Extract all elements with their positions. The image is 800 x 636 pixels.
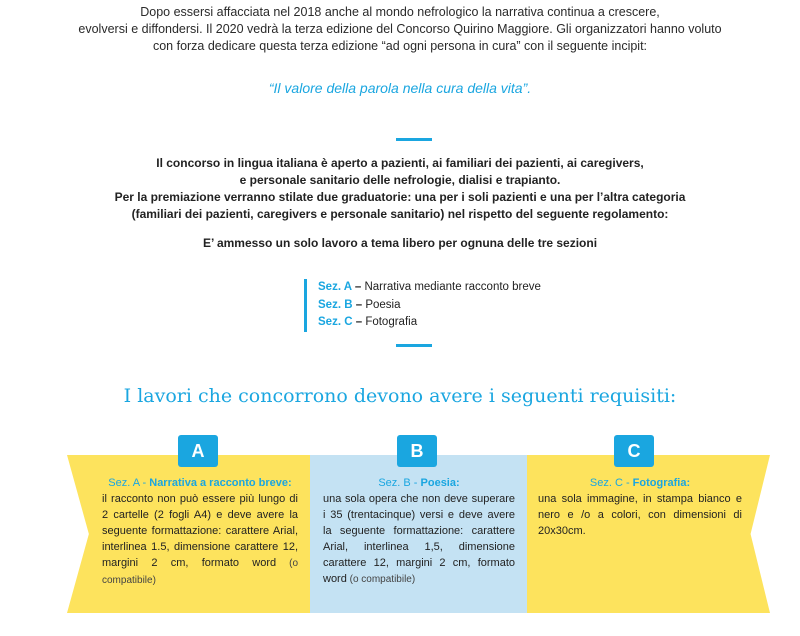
card-note: (o compatibile)	[102, 558, 299, 586]
section-dash: –	[352, 316, 366, 328]
card-prefix: Sez. A -	[108, 477, 150, 489]
rules-line: Il concorso in lingua italiana è aperto a pazienti, ai familiari dei pazienti, ai caregivers,	[156, 156, 644, 170]
rules-line: (familiari dei pazienti, caregivers e personale sanitario) nel rispetto del seguente regolamento:	[131, 207, 669, 221]
section-item	[318, 314, 541, 332]
card-text: una sola opera che non deve superare i 35 (trentacinque) versi e deve avere la seguente formattazione: carattere Arial, interlinea 1,5, dimensione carattere 12, margini 2 cm, formato word	[323, 493, 515, 585]
section-item	[318, 297, 541, 315]
requirements-title: I lavori che concorrono devono avere i seguenti requisiti:	[123, 385, 677, 407]
card-heading	[538, 475, 742, 491]
card-text: una sola immagine, in stampa bianco e nero e /o a colori, con dimensioni di 20x30cm.	[538, 493, 742, 537]
rules-line: e personale sanitario delle nefrologie, dialisi e trapianto.	[239, 173, 561, 187]
card-b	[323, 475, 515, 588]
card-title: Fotografia:	[632, 477, 691, 489]
intro-line: evolversi e diffondersi. Il 2020 vedrà la terza edizione del Concorso Quirino Maggiore. Gli organizzatori hanno voluto	[78, 22, 722, 36]
card-c	[538, 475, 742, 540]
rules-paragraph	[60, 155, 740, 223]
section-code: Sez. A	[318, 281, 352, 293]
section-code: Sez. B	[318, 298, 353, 311]
badge-a: A	[178, 435, 218, 467]
card-title: Narrativa a racconto breve:	[149, 477, 292, 489]
section-code: Sez. C	[318, 316, 353, 328]
badge-b: B	[397, 435, 437, 467]
card-body	[538, 491, 742, 540]
divider	[396, 138, 432, 141]
card-title: Poesia:	[420, 477, 460, 489]
single-work-rule: E’ ammesso un solo lavoro a tema libero per ognuna delle tre sezioni	[202, 236, 598, 250]
card-body	[323, 491, 515, 588]
sections-list	[304, 279, 541, 332]
card-body	[102, 491, 298, 589]
section-label: Poesia	[365, 298, 401, 311]
divider	[396, 344, 432, 347]
section-label: Narrativa mediante racconto breve	[364, 281, 541, 293]
intro-paragraph	[60, 4, 740, 55]
intro-line: Dopo essersi affacciata nel 2018 anche al mondo nefrologico la narrativa continua a crescere,	[140, 5, 660, 19]
section-item	[318, 279, 541, 297]
intro-line: con forza dedicare questa terza edizione “ad ogni persona in cura” con il seguente incipit:	[152, 39, 648, 53]
card-note: (o compatibile)	[346, 574, 416, 585]
card-text: il racconto non può essere più lungo di 2 cartelle (2 fogli A4) e deve avere la seguente formattazione: carattere Arial, interlinea 1.5, dimensione carattere 12, margini 2 cm, formato word	[102, 493, 298, 569]
card-prefix: Sez. C -	[589, 477, 633, 489]
card-heading	[323, 475, 515, 491]
section-label: Fotografia	[365, 316, 418, 328]
section-dash: –	[351, 281, 365, 293]
card-heading	[102, 475, 298, 491]
incipit-quote: “Il valore della parola nella cura della vita”.	[268, 80, 532, 96]
badge-c: C	[614, 435, 654, 467]
rules-line: Per la premiazione verranno stilate due graduatorie: una per i soli pazienti e una per l’altra categoria	[114, 190, 686, 204]
section-dash: –	[352, 298, 366, 311]
card-prefix: Sez. B -	[378, 477, 421, 489]
card-a	[102, 475, 298, 589]
